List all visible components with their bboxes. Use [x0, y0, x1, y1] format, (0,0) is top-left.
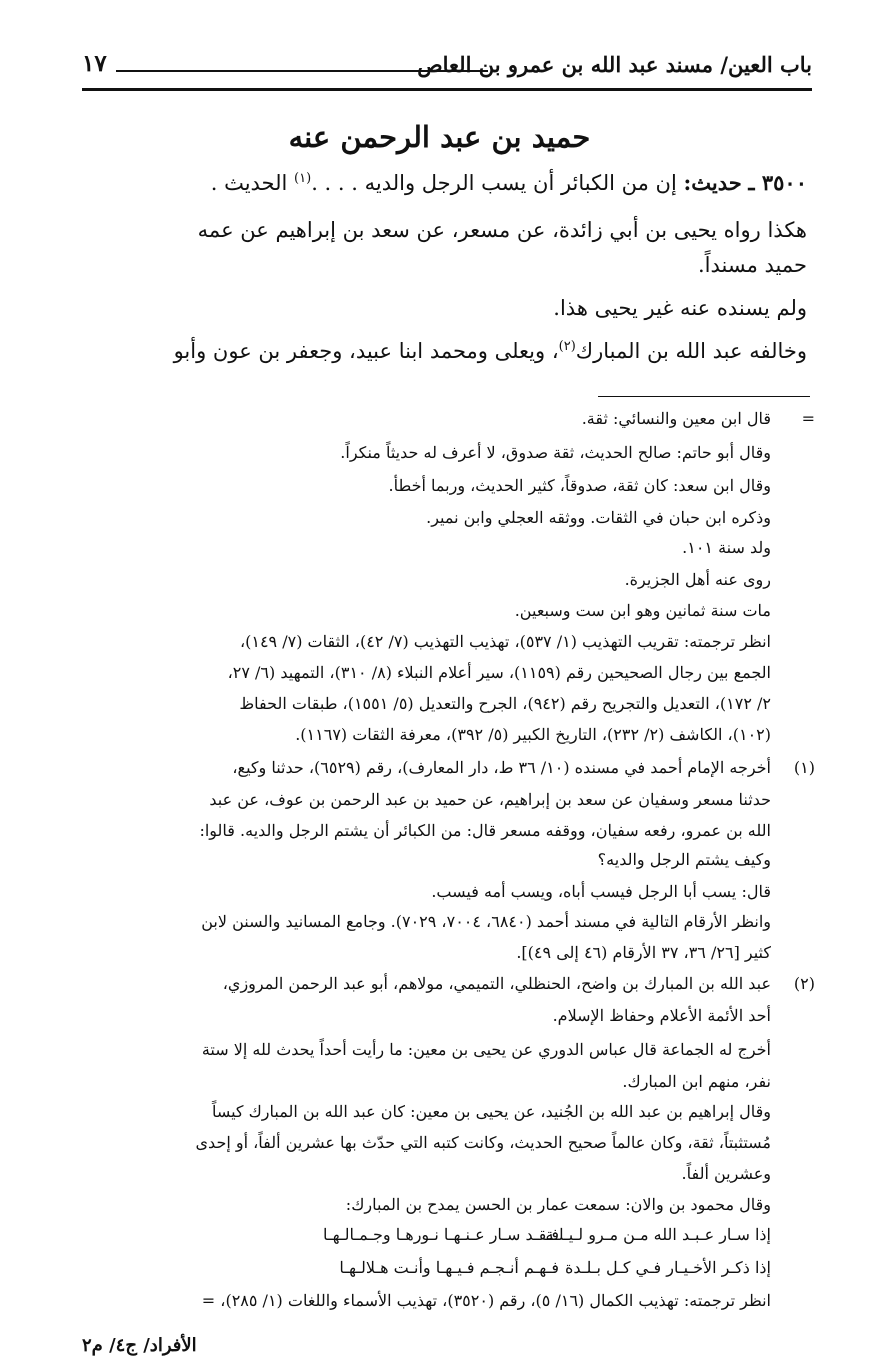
footnote-line: انظر ترجمته: تقريب التهذيب (١/ ٥٣٧)، تهذيب التهذيب (٧/ ٤٢)، الثقات (٧/ ١٤٩)،: [239, 632, 771, 651]
footnote-line: كثير [٢٦/ ٣٦، ٣٧ الأرقام (٤٦ إلى ٤٩)].: [516, 943, 771, 962]
footnote-line: الله بن عمرو، رفعه سفيان، ووقفه مسعر قال: من الكبائر أن يشتم الرجل والديه. قالوا:: [199, 821, 771, 840]
poem-verse-right: إذا سـار عـبـد الله مـن مـرو لـيـلـة: [545, 1225, 771, 1244]
footnote-separator: [598, 396, 810, 397]
footnote-line: ولد سنة ١٠١.: [682, 538, 771, 557]
poem-verse-left: فـقـد سـار عـنـهـا نـورهـا وجـمـالـهـا: [323, 1225, 559, 1244]
hadith-number: ٣٥٠٠ ـ: [748, 170, 807, 195]
footnote-line: وقال أبو حاتم: صالح الحديث، ثقة صدوق، لا أعرف له حديثاً منكراً.: [340, 443, 771, 462]
footnote-line: روى عنه أهل الجزيرة.: [624, 570, 771, 589]
footnote-line: نفر، منهم ابن المبارك.: [622, 1072, 771, 1091]
footnote-line: (١٠٢)، الكاشف (٢/ ٢٣٢)، التاريخ الكبير (٥/ ٣٩٢)، معرفة الثقات (١١٦٧).: [295, 725, 771, 744]
running-header-title: باب العين/ مسند عبد الله بن عمرو بن العاص: [417, 52, 812, 77]
footnote-2-marker: (٢): [793, 974, 815, 993]
section-title: حميد بن عبد الرحمن عنه: [288, 120, 591, 154]
footnote-ref-1: (١): [294, 171, 312, 186]
paragraph-line: حميد مسنداً.: [697, 253, 807, 277]
poem-verse-right: إذا ذكـر الأخـيـار فـي كـل بـلـدة: [565, 1258, 771, 1277]
printer-signature: الأفراد/ ج٤/ م٢: [82, 1335, 197, 1356]
footnote-line: عبد الله بن المبارك بن واضح، الحنظلي، التميمي، مولاهم، أبو عبد الرحمن المروزي،: [222, 974, 771, 993]
footnote-1-marker: (١): [793, 758, 815, 777]
footnote-line: قال: يسب أبا الرجل فيسب أباه، ويسب أمه فيسب.: [431, 882, 771, 901]
hadith-keyword: حديث:: [683, 170, 742, 195]
paragraph-text: ، ويعلى ومحمد ابنا عبيد، وجعفر بن عون وأبو: [173, 339, 559, 363]
footnote-line: حدثنا مسعر وسفيان عن سعد بن إبراهيم، عن حميد بن عبد الرحمن بن عوف، عن عبد: [209, 790, 771, 809]
page-number: ١٧: [82, 50, 107, 77]
continuation-marker: =: [801, 409, 815, 428]
header-dash-line: [116, 70, 488, 72]
paragraph-line: [174, 339, 807, 363]
footnote-line: ٢/ ١٧٢)، التعديل والتجريح رقم (٩٤٢)، الجرح والتعديل (٥/ ١٥٥١)، طبقات الحفاظ: [239, 694, 771, 713]
footnote-line: أخرج له الجماعة قال عباس الدوري عن يحيى بن معين: ما رأيت أحداً يحدث لله إلا ستة: [201, 1040, 771, 1059]
hadith-line: [211, 170, 807, 195]
footnote-line: مُستثبتاً، ثقة، وكان عالماً صحيح الحديث، وكانت كتبه التي حدّث بها عشرين ألفاً، أو إحدى: [195, 1133, 771, 1152]
footnote-line: الجمع بين رجال الصحيحين رقم (١١٥٩)، سير أعلام النبلاء (٨/ ٣١٠)، التمهيد (٦/ ٢٧،: [227, 663, 771, 682]
paragraph-line: هكذا رواه يحيى بن أبي زائدة، عن مسعر، عن سعد بن إبراهيم عن عمه: [197, 218, 807, 242]
hadith-text: إن من الكبائر أن يسب الرجل والديه . . . .: [311, 171, 677, 195]
footnote-line: وذكره ابن حبان في الثقات. ووثقه العجلي وابن نمير.: [426, 508, 771, 527]
footnote-line: وقال ابن سعد: كان ثقة، صدوقاً، كثير الحديث، وربما أخطأ.: [388, 476, 771, 495]
paragraph-line: ولم يسنده عنه غير يحيى هذا.: [553, 296, 807, 320]
footnote-line: مات سنة ثمانين وهو ابن ست وسبعين.: [514, 601, 771, 620]
hadith-end: الحديث .: [210, 171, 288, 195]
running-header: [82, 48, 812, 88]
footnote-ref-2: (٢): [558, 339, 576, 354]
footnote-line: وعشرين ألفاً.: [681, 1164, 771, 1183]
footnote-line: أخرجه الإمام أحمد في مسنده (١٠/ ٣٦ ط، دار المعارف)، رقم (٦٥٢٩)، حدثنا وكيع،: [232, 758, 771, 777]
footnote-line: وقال إبراهيم بن عبد الله بن الجُنيد، عن يحيى بن معين: كان عبد الله بن المبارك كيساً: [211, 1102, 771, 1121]
footnote-line: انظر ترجمته: تهذيب الكمال (١٦/ ٥)، رقم (٣٥٢٠)، تهذيب الأسماء واللغات (١/ ٢٨٥)، =: [201, 1291, 771, 1310]
footnote-line: وانظر الأرقام التالية في مسند أحمد (٦٨٤٠، ٧٠٠٤، ٧٠٢٩). وجامع المسانيد والسنن لابن: [201, 912, 771, 931]
footnote-line: أحد الأئمة الأعلام وحفاظ الإسلام.: [552, 1006, 771, 1025]
paragraph-text: وخالفه عبد الله بن المبارك: [575, 339, 807, 363]
header-rule: [82, 88, 812, 91]
footnote-line: وكيف يشتم الرجل والديه؟: [597, 850, 771, 869]
poem-verse-left: فـهـم أنـجـم فـيـهـا وأنـت هـلالـهـا: [339, 1258, 559, 1277]
footnote-line: قال ابن معين والنسائي: ثقة.: [581, 409, 771, 428]
footnote-line: وقال محمود بن والان: سمعت عمار بن الحسن يمدح بن المبارك:: [345, 1195, 771, 1214]
